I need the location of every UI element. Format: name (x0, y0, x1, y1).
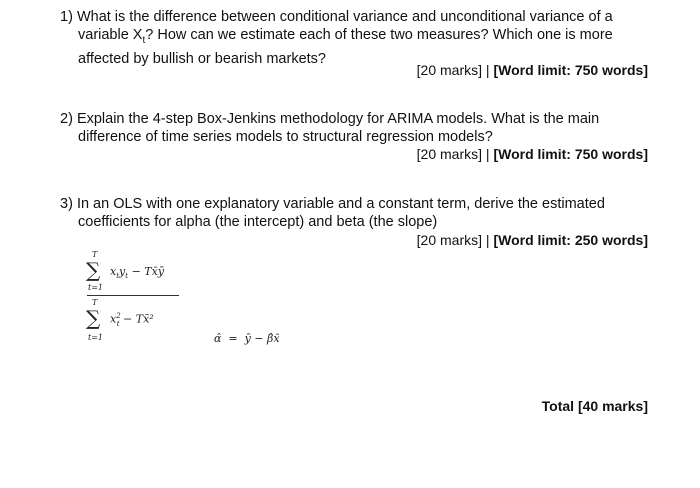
question-number: 2) (60, 111, 73, 127)
upper-limit: T (92, 298, 98, 307)
fraction-bar (87, 295, 179, 296)
x-term: x (110, 265, 117, 278)
lower-limit: t=1 (88, 283, 104, 292)
word-limit: [Word limit: 750 words] (493, 62, 648, 78)
marks-label: [20 marks] | (416, 146, 494, 162)
marks-label: [20 marks] | (416, 232, 494, 248)
total-marks: Total [40 marks] (541, 398, 648, 414)
y-subscript: t (125, 272, 129, 281)
alpha-equation: α̂ = ȳ − β̂x̄ (214, 332, 280, 345)
word-limit: [Word limit: 250 words] (493, 232, 648, 248)
question-2-marks (417, 146, 648, 162)
x-subscript: t (116, 319, 120, 328)
upper-limit: T (92, 250, 98, 259)
question-3 (60, 195, 650, 231)
question-number: 3) (60, 196, 73, 212)
marks-label: [20 marks] | (416, 62, 494, 78)
y-term: y (119, 265, 126, 278)
question-1 (60, 8, 650, 68)
question-text: ? How can we estimate each of these two measures? Which one is more (145, 27, 613, 43)
question-text: variable X (78, 27, 143, 43)
numerator-rest: − Tx̄ȳ (128, 265, 165, 278)
x-subscript: t (116, 272, 120, 281)
question-text: affected by bullish or bearish markets? (78, 50, 326, 67)
denominator-rest: − Tx̄² (119, 312, 154, 326)
question-text: coefficients for alpha (the intercept) and beta (the slope) (78, 214, 438, 230)
question-text: difference of time series models to structural regression models? (78, 129, 493, 145)
question-text: Explain the 4-step Box-Jenkins methodology for ARIMA models. What is the main (76, 111, 600, 127)
question-3-marks (417, 232, 648, 248)
question-text: What is the difference between conditional variance and unconditional variance of a (76, 9, 613, 25)
question-1-marks (417, 62, 648, 78)
question-text: In an OLS with one explanatory variable and a constant term, derive the estimated (76, 196, 605, 212)
sigma-symbol: ∑ (86, 306, 101, 330)
question-2 (60, 110, 650, 146)
lower-limit: t=1 (88, 333, 104, 342)
question-number: 1) (60, 9, 73, 25)
word-limit: [Word limit: 750 words] (493, 146, 648, 162)
x-term: x (110, 312, 117, 326)
variable-subscript: t (142, 34, 146, 46)
x-superscript: 2 (116, 312, 121, 320)
sigma-symbol: ∑ (86, 258, 101, 282)
